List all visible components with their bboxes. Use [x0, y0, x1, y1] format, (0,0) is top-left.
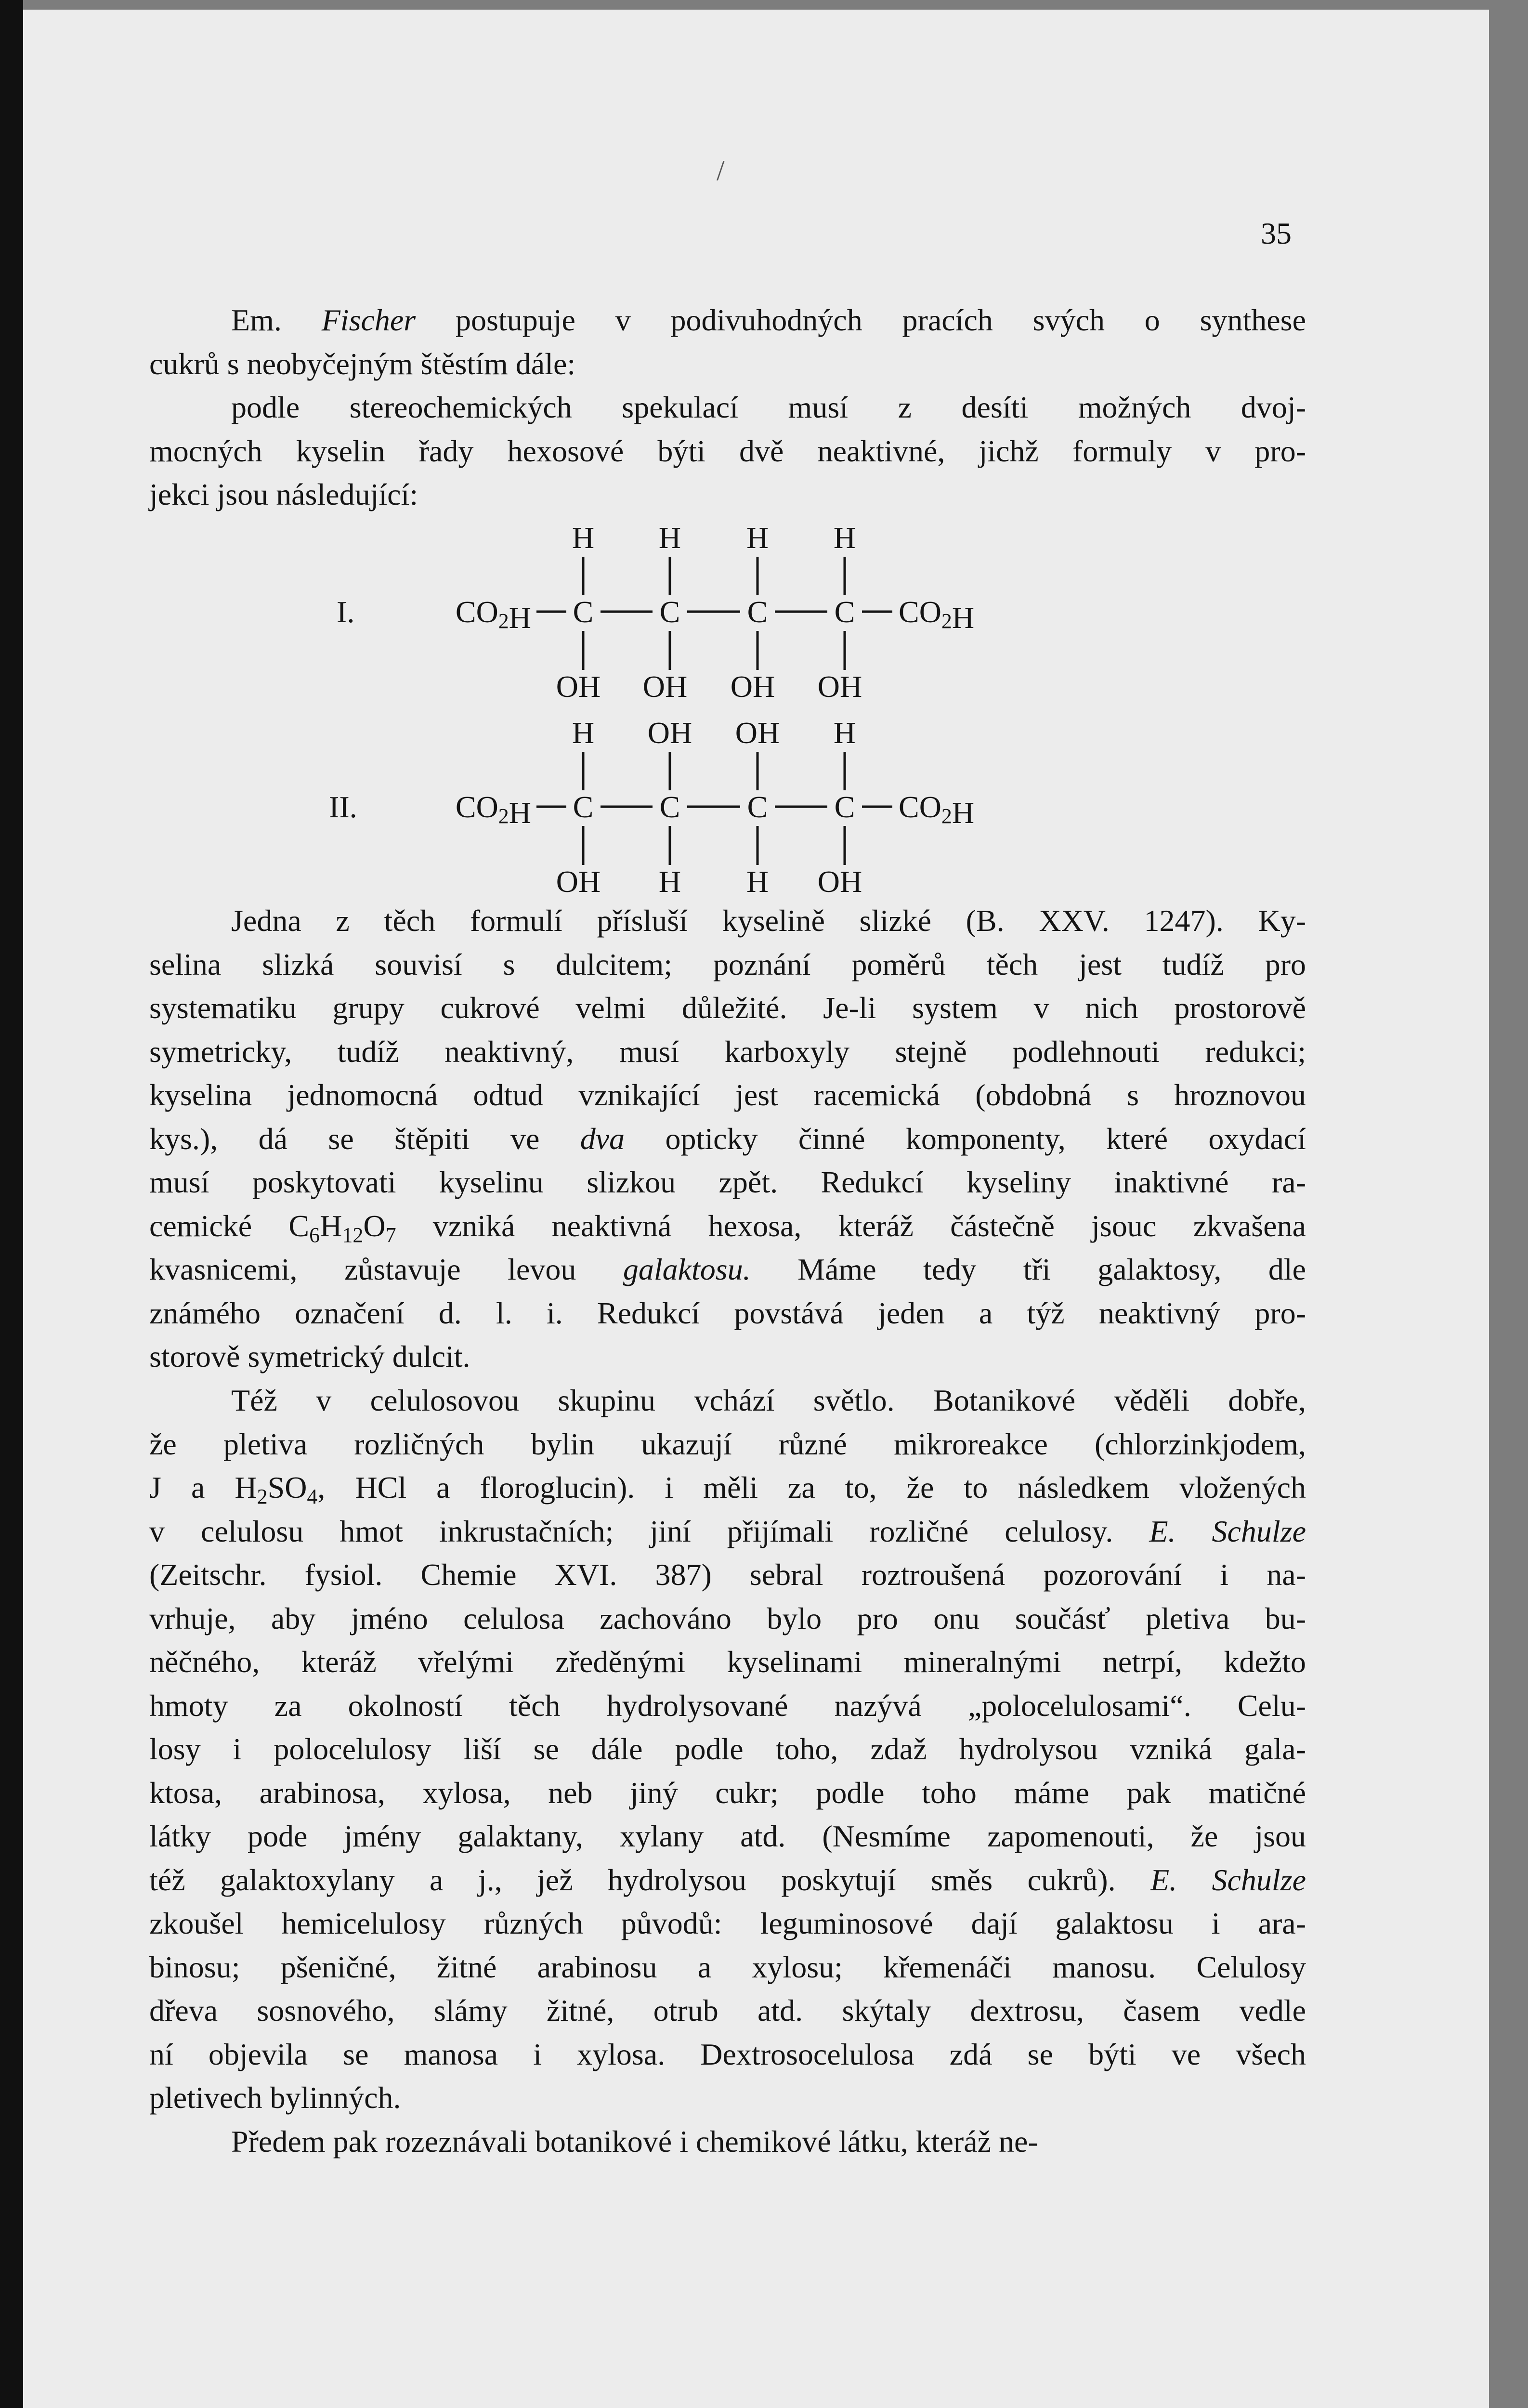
- carbon-atom: C: [747, 790, 768, 824]
- carboxyl-left: CO2H: [455, 790, 531, 830]
- text-line: zkoušel hemicelulosy různých původů: leguminosové dají galaktosu i ara-: [149, 1906, 1306, 1940]
- text-line: že pletiva rozličných bylin ukazují různé mikroreakce (chlorzinkjodem,: [149, 1426, 1306, 1461]
- carbon-atom: C: [834, 595, 855, 629]
- text-line: musí poskytovati kyselinu slizkou zpět. Redukcí kyseliny inaktivné ra-: [149, 1165, 1306, 1199]
- book-page: [23, 10, 1489, 2408]
- text-line: Předem pak rozeznávali botanikové i chemikové látku, kteráž ne-: [231, 2124, 1038, 2159]
- carboxyl-left: CO2H: [455, 595, 531, 635]
- top-substituent: H: [746, 521, 769, 555]
- formula-numeral: II.: [329, 790, 357, 824]
- bottom-substituent: OH: [556, 864, 601, 899]
- text-line: storově symetrický dulcit.: [149, 1339, 470, 1374]
- page-number: 35: [1261, 216, 1292, 250]
- carbon-atom: C: [659, 595, 680, 629]
- text-line: systematiku grupy cukrové velmi důležité. Je-li system v nich prostorově: [149, 991, 1306, 1025]
- text-line: kvasnicemi, zůstavuje levou galaktosu. Máme tedy tři galaktosy, dle: [149, 1252, 1306, 1286]
- text-line: kys.), dá se štěpiti ve dva opticky činné komponenty, které oxydací: [149, 1121, 1306, 1156]
- top-substituent: H: [833, 716, 856, 750]
- text-line: podle stereochemických spekulací musí z desíti možných dvoj-: [231, 390, 1306, 424]
- top-substituent: H: [572, 716, 595, 750]
- text-line: známého označení d. l. i. Redukcí povstává jeden a týž neaktivný pro-: [149, 1296, 1306, 1330]
- emphasis: Fischer: [321, 303, 416, 337]
- text-line: v celulosu hmot inkrustačních; jiní přijímali rozličné celulosy. E. Schulze: [149, 1514, 1306, 1548]
- formula-numeral: I.: [337, 595, 355, 629]
- top-substituent: H: [572, 521, 595, 555]
- text-line: ktosa, arabinosa, xylosa, neb jiný cukr; podle toho máme pak matičné: [149, 1775, 1306, 1810]
- text-line: hmoty za okolností těch hydrolysované nazývá „polocelulosami“. Celu-: [149, 1688, 1306, 1723]
- text-line: J a $H_2SO_4$, HCl a floroglucin). i měli za to, že to následkem vložených: [149, 1470, 1306, 1508]
- carbon-atom: C: [659, 790, 680, 824]
- text-line: něčného, kteráž vřelými zředěnými kyselinami mineralnými netrpí, kdežto: [149, 1645, 1306, 1679]
- paragraph-cellulose: [149, 1379, 1306, 2120]
- text-line: Em. Fischer postupuje v podivuhodných pracích svých o synthese: [231, 303, 1306, 337]
- text-line: cemické $C_6H_{12}O_7$ vzniká neaktivná hexosa, kteráž částečně jsouc zkvašena: [149, 1208, 1306, 1247]
- paragraph-mucic-acid: [149, 899, 1306, 1379]
- text-line: selina slizká souvisí s dulcitem; poznání poměrů těch jest tudíž pro: [149, 947, 1306, 982]
- emphasis: E. Schulze: [1150, 1862, 1306, 1897]
- top-substituent: H: [658, 521, 681, 555]
- text-line: mocných kyselin řady hexosové býti dvě neaktivné, jichž formuly v pro-: [149, 433, 1306, 468]
- emphasis: E. Schulze: [1149, 1514, 1306, 1548]
- text-line: látky pode jmény galaktany, xylany atd. (Nesmíme zapomenouti, že jsou: [149, 1819, 1306, 1853]
- carbon-atom: C: [834, 790, 855, 824]
- text-line: Též v celulosovou skupinu vchází světlo. Botanikové věděli dobře,: [231, 1383, 1306, 1417]
- carboxyl-right: CO2H: [899, 790, 975, 830]
- text-line: kyselina jednomocná odtud vznikající jest racemická (obdobná s hroznovou: [149, 1078, 1306, 1112]
- intro-paragraph: [149, 299, 1306, 517]
- bottom-substituent: OH: [642, 669, 688, 704]
- scan-edge: [0, 0, 23, 2408]
- bottom-substituent: OH: [817, 864, 862, 899]
- text-line: (Zeitschr. fysiol. Chemie XVI. 387) sebral roztroušená pozorování i na-: [149, 1557, 1306, 1592]
- text-line: vrhuje, aby jméno celulosa zachováno bylo pro onu součásť pletiva bu-: [149, 1601, 1306, 1636]
- text-line: losy i polocelulosy liší se dále podle toho, zdaž hydrolysou vzniká gala-: [149, 1732, 1306, 1766]
- bottom-substituent: H: [658, 864, 681, 899]
- carboxyl-right: CO2H: [899, 595, 975, 635]
- scan-speck: /: [717, 155, 725, 186]
- text-line: cukrů s neobyčejným štěstím dále:: [149, 346, 576, 381]
- text-line: binosu; pšeničné, žitné arabinosu a xylosu; křemenáči manosu. Celulosy: [149, 1950, 1306, 1984]
- top-substituent: OH: [647, 716, 692, 750]
- carbon-atom: C: [573, 595, 594, 629]
- text-line: Jedna z těch formulí přísluší kyselině slizké (B. XXV. 1247). Ky-: [231, 903, 1306, 938]
- text-line: dřeva sosnového, slámy žitné, otrub atd. skýtaly dextrosu, časem vedle: [149, 1993, 1306, 2028]
- carbon-atom: C: [573, 790, 594, 824]
- text-line: jekci jsou následující:: [149, 477, 418, 511]
- paragraph-final: [149, 2120, 1306, 2164]
- bottom-substituent: H: [746, 864, 769, 899]
- top-substituent: H: [833, 521, 856, 555]
- bottom-substituent: OH: [817, 669, 862, 704]
- bottom-substituent: OH: [730, 669, 775, 704]
- emphasis: dva: [580, 1121, 625, 1156]
- top-substituent: OH: [735, 716, 780, 750]
- text-line: ní objevila se manosa i xylosa. Dextrosocelulosa zdá se býti ve všech: [149, 2037, 1306, 2071]
- emphasis: galaktosu.: [623, 1252, 751, 1286]
- text-line: symetricky, tudíž neaktivný, musí karboxyly stejně podlehnouti redukci;: [149, 1034, 1306, 1069]
- bottom-substituent: OH: [556, 669, 601, 704]
- text-line: pletivech bylinných.: [149, 2081, 401, 2115]
- carbon-atom: C: [747, 595, 768, 629]
- text-line: též galaktoxylany a j., jež hydrolysou poskytují směs cukrů). E. Schulze: [149, 1862, 1306, 1897]
